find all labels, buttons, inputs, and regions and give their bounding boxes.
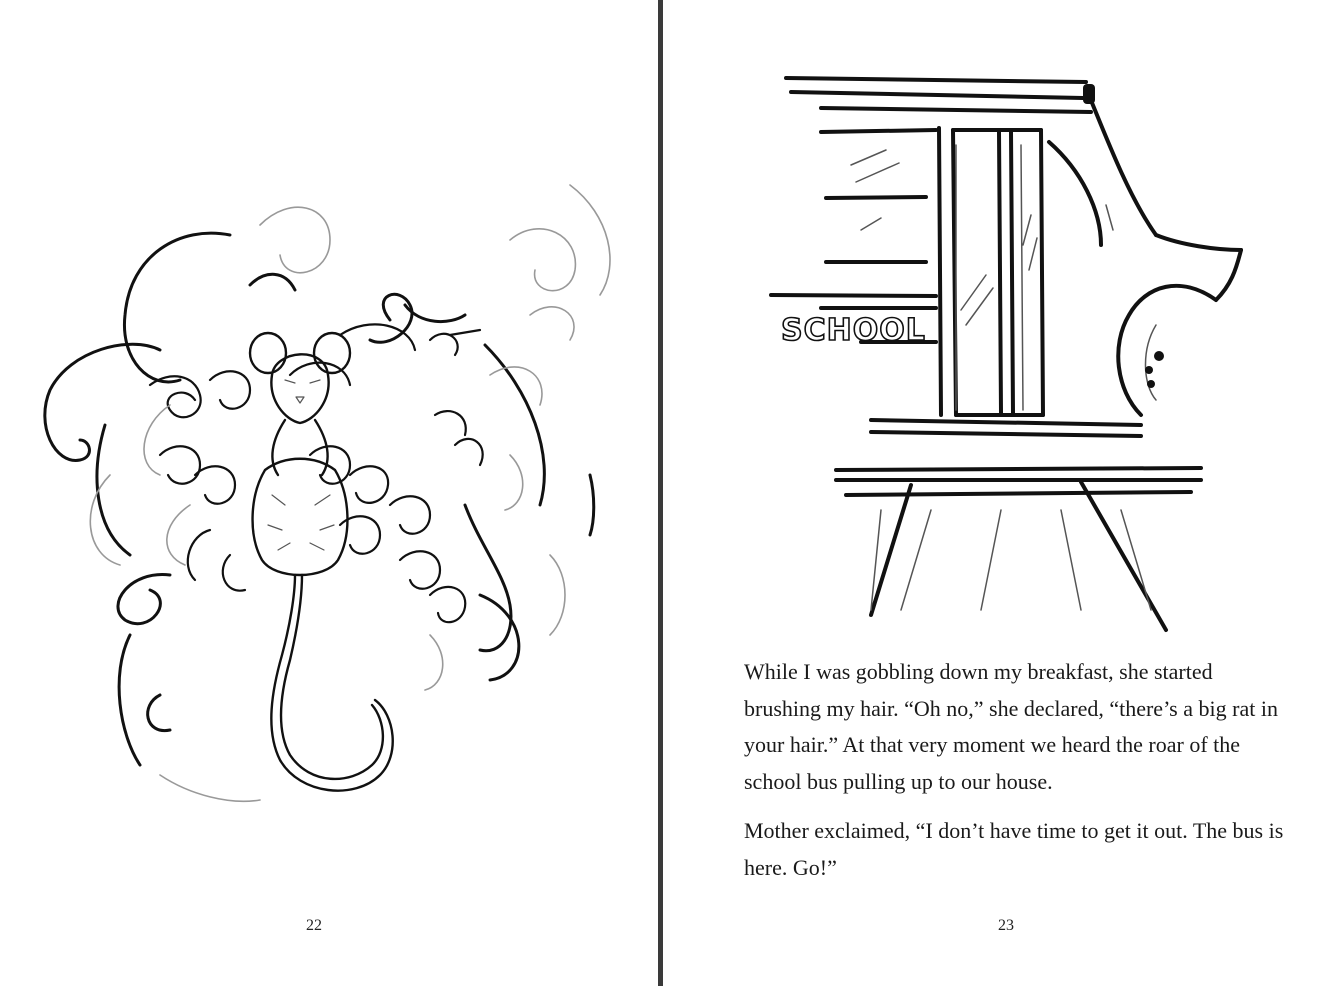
story-text <box>744 654 1284 899</box>
rat-in-hair-illustration <box>10 175 630 825</box>
story-paragraph: Mother exclaimed, “I don’t have time to get it out. The bus is here. Go!” <box>744 818 1284 880</box>
school-bus-illustration <box>761 70 1261 635</box>
right-page <box>663 0 1322 986</box>
story-paragraph: While I was gobbling down my breakfast, she started brushing my hair. “Oh no,” she declared, “there’s a big rat in your hair.” At that very moment we heard the roar of the school bus pulling up to our house. <box>744 659 1278 794</box>
left-page <box>0 0 658 986</box>
page-number: 22 <box>306 917 322 934</box>
bus-sign: SCHOOL <box>781 313 926 348</box>
page-number: 23 <box>998 917 1014 934</box>
